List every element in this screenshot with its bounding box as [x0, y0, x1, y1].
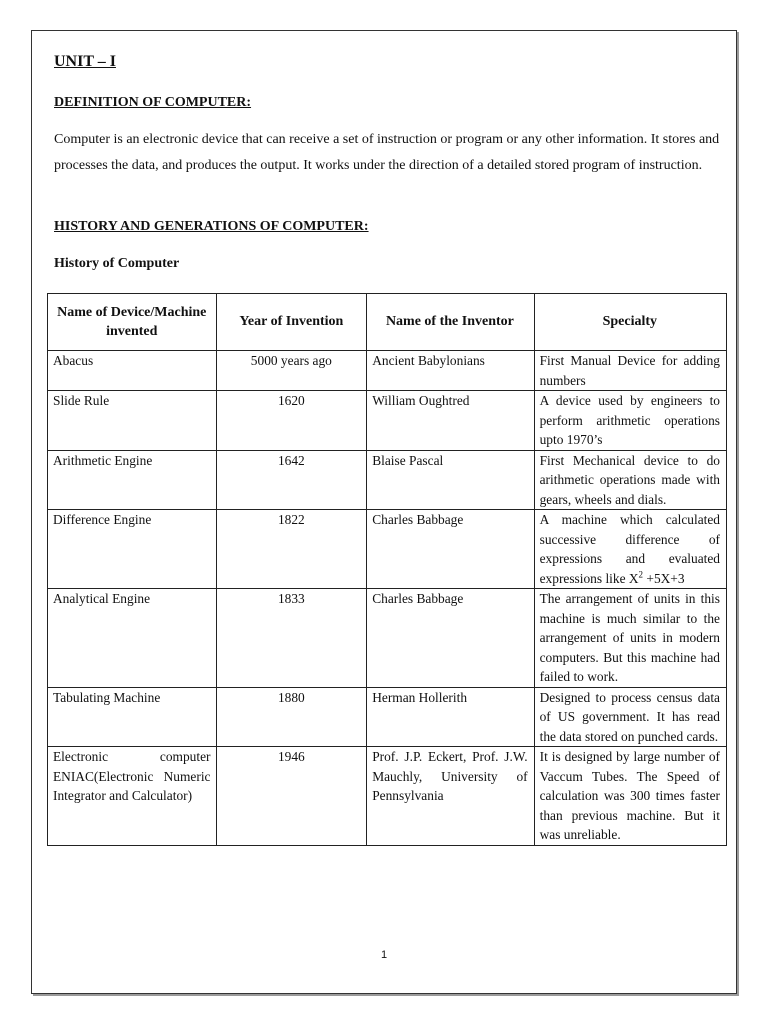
specialty-cell: Designed to process census data of US government. It has read the data stored on punched cards.	[534, 687, 726, 747]
column-header-specialty: Specialty	[534, 294, 726, 351]
definition-heading: DEFINITION OF COMPUTER:	[54, 95, 252, 110]
page-number: 1	[380, 949, 388, 961]
device-cell: Analytical Engine	[48, 589, 217, 688]
table-header-row	[48, 294, 727, 351]
year-cell: 1880	[217, 687, 367, 747]
device-cell: Tabulating Machine	[48, 687, 217, 747]
inventor-cell: Blaise Pascal	[367, 450, 534, 510]
table-row	[48, 450, 727, 510]
table-row	[48, 510, 727, 589]
inventor-cell: Ancient Babylonians	[367, 351, 534, 391]
year-cell: 1822	[217, 510, 367, 589]
specialty-text: A machine which calculated successive difference of expressions and evaluated expressions like X	[539, 512, 720, 586]
inventor-cell: Charles Babbage	[367, 589, 534, 688]
device-cell: Abacus	[48, 351, 217, 391]
column-header-inventor: Name of the Inventor	[367, 294, 534, 351]
inventor-cell: Herman Hollerith	[367, 687, 534, 747]
specialty-cell: First Manual Device for adding numbers	[534, 351, 726, 391]
table-row	[48, 747, 727, 846]
specialty-cell: It is designed by large number of Vaccum Tubes. The Speed of calculation was 300 times faster than previous machine. But it was unreliable.	[534, 747, 726, 846]
specialty-cell: A device used by engineers to perform arithmetic operations upto 1970’s	[534, 391, 726, 451]
specialty-cell	[534, 510, 726, 589]
definition-text: Computer is an electronic device that can receive a set of instruction or program or any other information. It stores and processes the data, and produces the output. It works under the direction of a detailed stored program of instruction.	[54, 132, 720, 173]
unit-title: UNIT – I	[54, 53, 116, 70]
device-cell: Slide Rule	[48, 391, 217, 451]
history-subheading: History of Computer	[54, 256, 180, 271]
device-cell: Electronic computer ENIAC(Electronic Numeric Integrator and Calculator)	[48, 747, 217, 846]
table-row	[48, 589, 727, 688]
document-body	[54, 50, 726, 271]
history-table	[47, 293, 727, 846]
year-cell: 1620	[217, 391, 367, 451]
table-row	[48, 391, 727, 451]
superscript-exponent: 2	[638, 569, 644, 580]
year-cell: 1946	[217, 747, 367, 846]
table-row	[48, 351, 727, 391]
table-row	[48, 687, 727, 747]
specialty-cell: First Mechanical device to do arithmetic operations made with gears, wheels and dials.	[534, 450, 726, 510]
specialty-cell: The arrangement of units in this machine is much similar to the arrangement of units in modern computers. But this machine had failed to work.	[534, 589, 726, 688]
year-cell: 5000 years ago	[217, 351, 367, 391]
device-cell: Arithmetic Engine	[48, 450, 217, 510]
inventor-cell: William Oughtred	[367, 391, 534, 451]
column-header-device: Name of Device/Machine invented	[48, 294, 217, 351]
inventor-cell: Prof. J.P. Eckert, Prof. J.W. Mauchly, University of Pennsylvania	[367, 747, 534, 846]
inventor-cell: Charles Babbage	[367, 510, 534, 589]
year-cell: 1833	[217, 589, 367, 688]
device-cell: Difference Engine	[48, 510, 217, 589]
specialty-text-tail: +5X+3	[643, 570, 685, 586]
history-heading: HISTORY AND GENERATIONS OF COMPUTER:	[54, 219, 369, 234]
column-header-year: Year of Invention	[217, 294, 367, 351]
year-cell: 1642	[217, 450, 367, 510]
